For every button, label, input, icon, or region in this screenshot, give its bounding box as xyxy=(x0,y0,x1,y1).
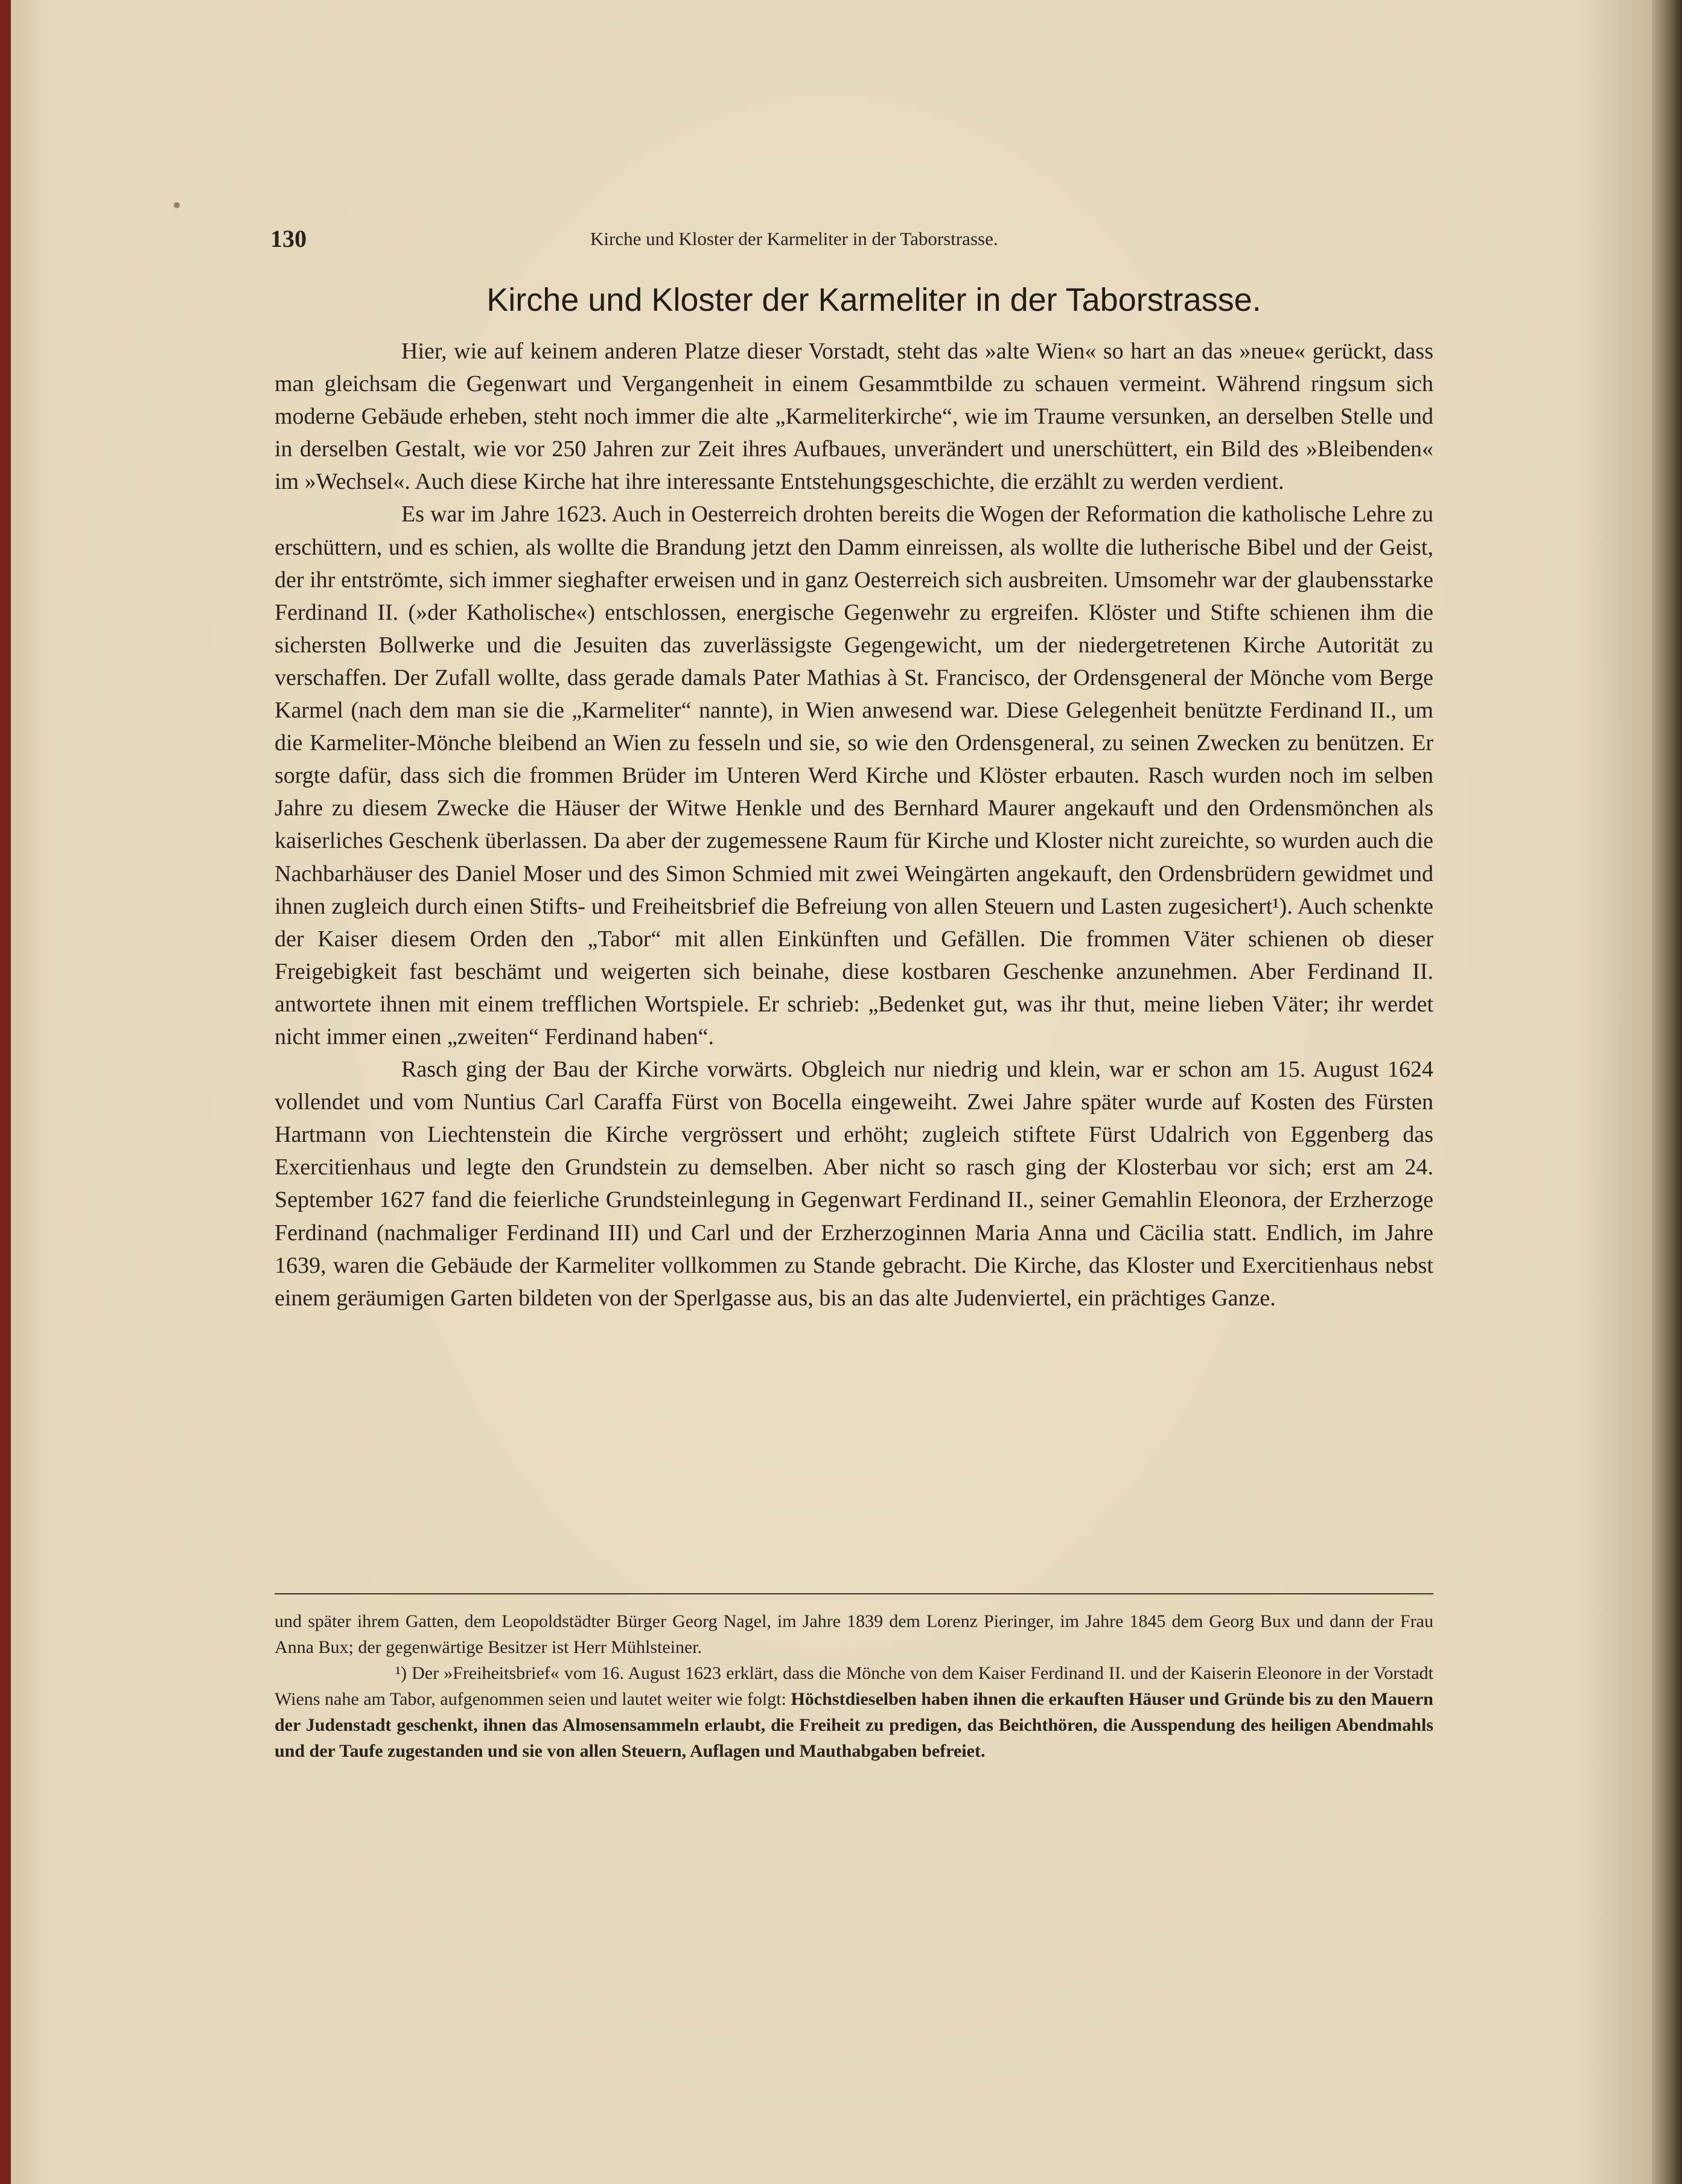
running-title: Kirche und Kloster der Karmeliter in der Taborstrasse. xyxy=(590,228,998,249)
book-cover-edge xyxy=(0,0,11,2184)
footnote-1-quote: Höchstdieselben haben ihnen die erkauften Häuser und Gründe bis zu den Mauern der Judenstadt geschenkt, ihnen das Almosensammeln erlaubt, die Freiheit zu predigen, das Beichthören, die Ausspendung des heiligen Abendmahls und der Taufe zugestanden und sie von allen Steuern, Auflagen und Mauthabgaben befreiet. xyxy=(275,1689,1433,1761)
ink-smudge xyxy=(174,202,180,208)
running-head xyxy=(270,224,1417,261)
page-number: 130 xyxy=(270,225,307,252)
chapter-title: Kirche und Kloster der Karmeliter in der Taborstrasse. xyxy=(486,282,1261,318)
footnote-rule xyxy=(275,1593,1433,1594)
footnotes xyxy=(275,1608,1433,1764)
gutter-shadow xyxy=(1579,0,1652,2184)
book-spine-gutter xyxy=(1652,0,1682,2184)
body-text xyxy=(275,335,1433,1314)
footnote-1 xyxy=(275,1660,1433,1764)
footnote-1-intro: ¹) Der »Freiheitsbrief« vom 16. August 1623 erklärt, dass die Mönche von dem Kaiser Ferdinand II. und der Kaiserin Eleonore in der Vorstadt Wiens nahe am Tabor, aufgenommen seien und lautet weiter wie folgt: xyxy=(275,1663,1433,1709)
paragraph-1: Hier, wie auf keinem anderen Platze dieser Vorstadt, steht das »alte Wien« so hart an das »neue« gerückt, dass man gleichsam die Gegenwart und Vergangenheit in einem Gesammtbilde zu schauen vermeint. Während ringsum sich moderne Gebäude erheben, steht noch immer die alte „Karmeliterkirche“, wie im Traume versunken, an derselben Stelle und in derselben Gestalt, wie vor 250 Jahren zur Zeit ihres Aufbaues, unverändert und unerschüttert, ein Bild des »Bleibenden« im »Wechsel«. Auch diese Kirche hat ihre interessante Entstehungsgeschichte, die erzählt zu werden verdient. xyxy=(275,339,1433,495)
footnote-continuation: und später ihrem Gatten, dem Leopoldstädter Bürger Georg Nagel, im Jahre 1839 dem Lorenz Pieringer, im Jahre 1845 dem Georg Bux und dann der Frau Anna Bux; der gegenwärtige Besitzer ist Herr Mühlsteiner. xyxy=(275,1611,1433,1657)
paragraph-3: Rasch ging der Bau der Kirche vorwärts. Obgleich nur niedrig und klein, war er schon am 15. August 1624 vollendet und vom Nuntius Carl Caraffa Fürst von Bocella eingeweiht. Zwei Jahre später wurde auf Kosten des Fürsten Hartmann von Liechtenstein die Kirche vergrössert und erhöht; zugleich stiftete Fürst Udalrich von Eggenberg das Exercitienhaus und legte den Grundstein zu demselben. Aber nicht so rasch ging der Klosterbau vor sich; erst am 24. September 1627 fand die feierliche Grundsteinlegung in Gegenwart Ferdinand II., seiner Gemahlin Eleonora, der Erzherzoge Ferdinand (nachmaliger Ferdinand III) und Carl und der Erzherzoginnen Maria Anna und Cäcilia statt. Endlich, im Jahre 1639, waren die Gebäude der Karmeliter vollkommen zu Stande gebracht. Die Kirche, das Kloster und Exercitienhaus nebst einem geräumigen Garten bildeten von der Sperlgasse aus, bis an das alte Judenviertel, ein prächtiges Ganze. xyxy=(275,1057,1433,1311)
paragraph-2: Es war im Jahre 1623. Auch in Oesterreich drohten bereits die Wogen der Reformation die katholische Lehre zu erschüttern, und es schien, als wollte die Brandung jetzt den Damm einreissen, als wollte die lutherische Bibel und der Geist, der ihr entströmte, sich immer sieghafter erweisen und in ganz Oesterreich sich ausbreiten. Umsomehr war der glaubensstarke Ferdinand II. (»der Katholische«) entschlossen, energische Gegenwehr zu ergreifen. Klöster und Stifte schienen ihm die sichersten Bollwerke und die Jesuiten das zuverlässigste Gegengewicht, um der niedergetretenen Kirche Autorität zu verschaffen. Der Zufall wollte, dass gerade damals Pater Mathias à St. Francisco, der Ordensgeneral der Mönche vom Berge Karmel (nach dem man sie die „Karmeliter“ nannte), in Wien anwesend war. Diese Gelegenheit benützte Ferdinand II., um die Karmeliter-Mönche bleibend an Wien zu fesseln und sie, so wie den Ordensgeneral, zu seinen Zwecken zu benützen. Er sorgte dafür, dass sich die frommen Brüder im Unteren Werd Kirche und Klöster erbauten. Rasch wurden noch im selben Jahre zu diesem Zwecke die Häuser der Witwe Henkle und des Bernhard Maurer angekauft und den Ordensmönchen als kaiserliches Geschenk überlassen. Da aber der zugemessene Raum für Kirche und Kloster nicht zureichte, so wurden auch die Nachbarhäuser des Daniel Moser und des Simon Schmied mit zwei Weingärten angekauft, den Ordensbrüdern gewidmet und ihnen zugleich durch einen Stifts- und Freiheitsbrief die Befreiung von allen Steuern und Lasten zugesichert¹). Auch schenkte der Kaiser diesem Orden den „Tabor“ mit allen Einkünften und Gefällen. Die frommen Väter schienen ob dieser Freigebigkeit fast beschämt und weigerten sich beinahe, diese kostbaren Geschenke anzunehmen. Aber Ferdinand II. antwortete ihnen mit einem trefflichen Wortspiele. Er schrieb: „Bedenket gut, was ihr thut, meine lieben Väter; ihr werdet nicht immer einen „zweiten“ Ferdinand haben“. xyxy=(275,501,1433,1049)
